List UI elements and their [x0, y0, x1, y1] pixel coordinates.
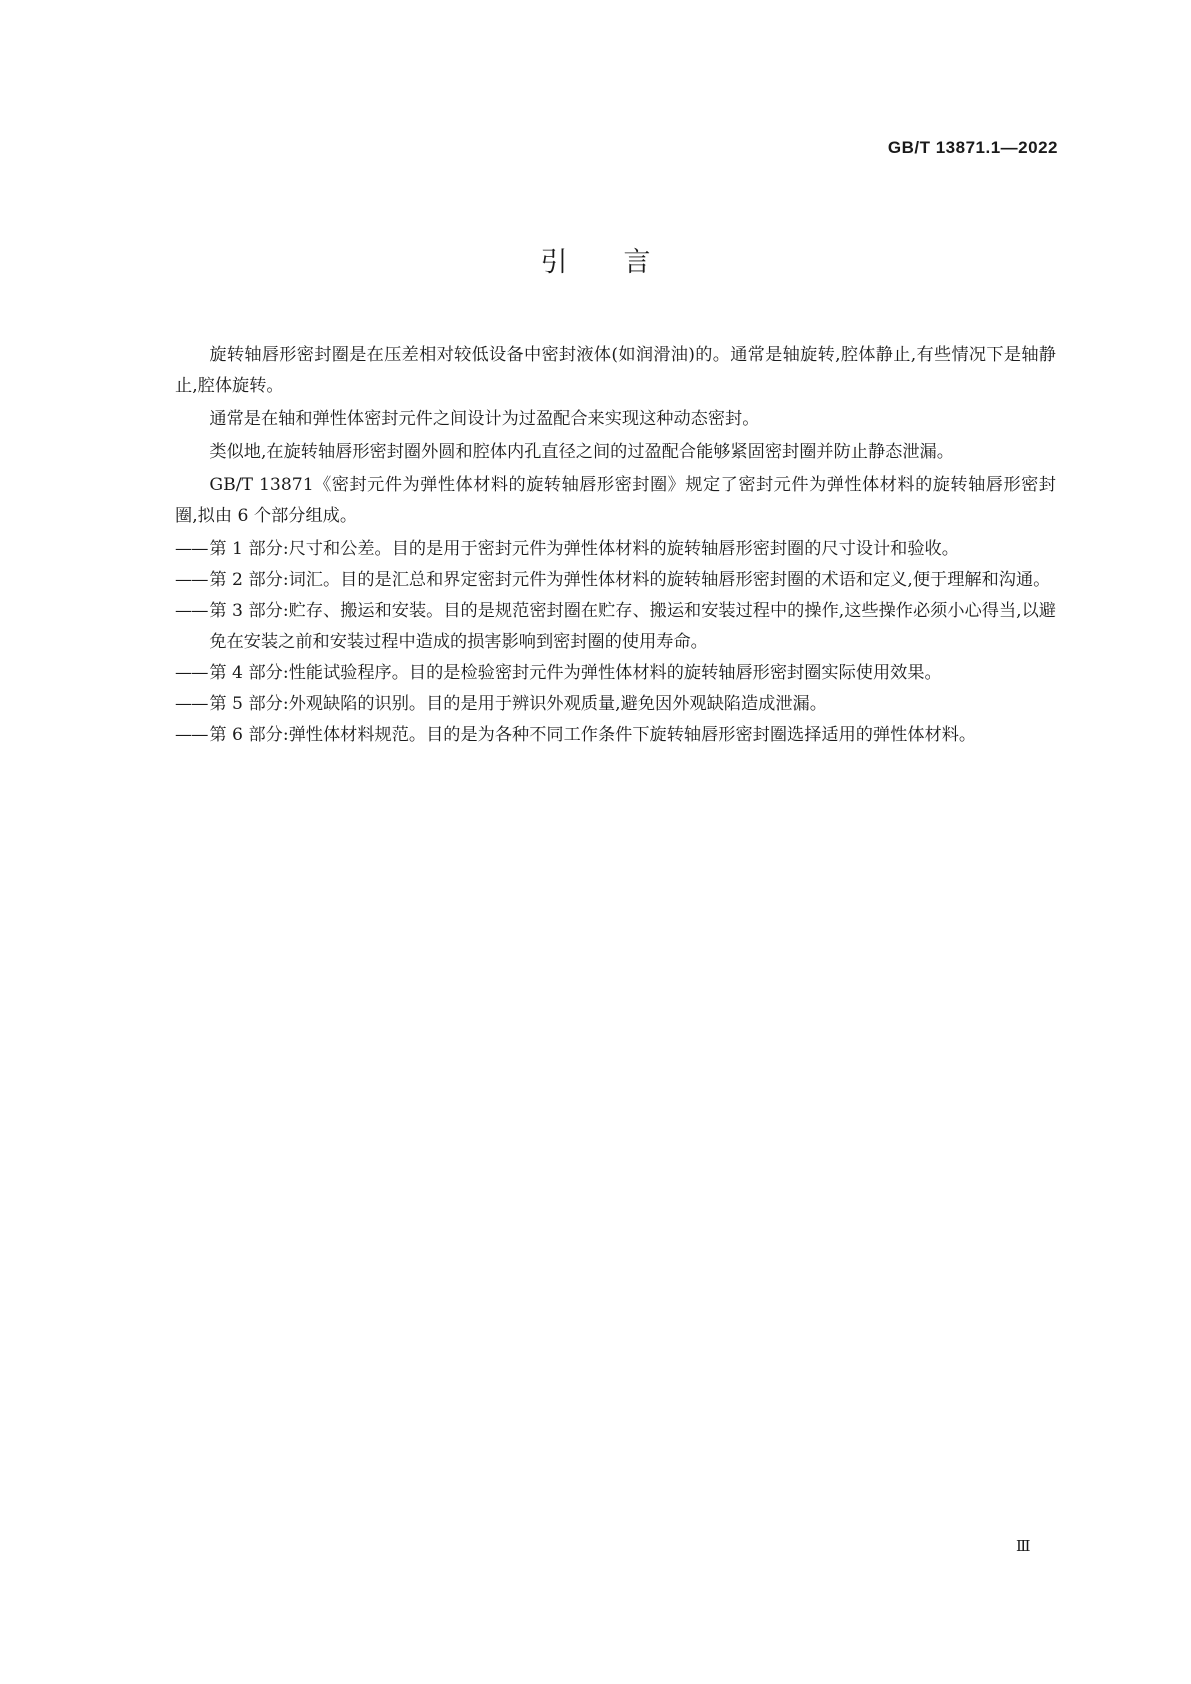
- dash-marker: ——: [175, 725, 208, 745]
- list-item-text: 第 4 部分:性能试验程序。目的是检验密封元件为弹性体材料的旋转轴唇形密封圈实际使用效果。: [209, 663, 942, 683]
- dash-marker: ——: [175, 570, 208, 590]
- paragraph: 旋转轴唇形密封圈是在压差相对较低设备中密封液体(如润滑油)的。通常是轴旋转,腔体静止,有些情况下是轴静止,腔体旋转。: [175, 345, 1056, 396]
- list-item-text: 第 1 部分:尺寸和公差。目的是用于密封元件为弹性体材料的旋转轴唇形密封圈的尺寸设计和验收。: [209, 539, 959, 559]
- list-item: [175, 689, 1056, 720]
- list-item: [175, 596, 1056, 658]
- page-title: 引言: [540, 247, 707, 278]
- parts-list: [175, 534, 1056, 751]
- paragraph: 通常是在轴和弹性体密封元件之间设计为过盈配合来实现这种动态密封。: [209, 409, 760, 429]
- list-item-text: 第 2 部分:词汇。目的是汇总和界定密封元件为弹性体材料的旋转轴唇形密封圈的术语和定义,便于理解和沟通。: [209, 570, 1051, 590]
- paragraph: GB/T 13871《密封元件为弹性体材料的旋转轴唇形密封圈》规定了密封元件为弹性体材料的旋转轴唇形密封圈,拟由 6 个部分组成。: [175, 475, 1056, 526]
- body-text: [175, 340, 1056, 751]
- standard-number: GB/T 13871.1—2022: [887, 138, 1058, 157]
- list-item-text: 第 6 部分:弹性体材料规范。目的是为各种不同工作条件下旋转轴唇形密封圈选择适用的弹性体材料。: [209, 725, 977, 745]
- list-item-text: 第 3 部分:贮存、搬运和安装。目的是规范密封圈在贮存、搬运和安装过程中的操作,这些操作必须小心得当,以避免在安装之前和安装过程中造成的损害影响到密封圈的使用寿命。: [209, 601, 1056, 652]
- dash-marker: ——: [175, 694, 208, 714]
- list-item: [175, 720, 1056, 751]
- dash-marker: ——: [175, 539, 208, 559]
- page-number: Ⅲ: [1016, 1537, 1031, 1555]
- dash-marker: ——: [175, 663, 208, 683]
- dash-marker: ——: [175, 601, 208, 621]
- paragraph: 类似地,在旋转轴唇形密封圈外圆和腔体内孔直径之间的过盈配合能够紧固密封圈并防止静态泄漏。: [209, 442, 954, 462]
- list-item: [175, 534, 1056, 565]
- list-item: [175, 565, 1056, 596]
- list-item-text: 第 5 部分:外观缺陷的识别。目的是用于辨识外观质量,避免因外观缺陷造成泄漏。: [209, 694, 827, 714]
- list-item: [175, 658, 1056, 689]
